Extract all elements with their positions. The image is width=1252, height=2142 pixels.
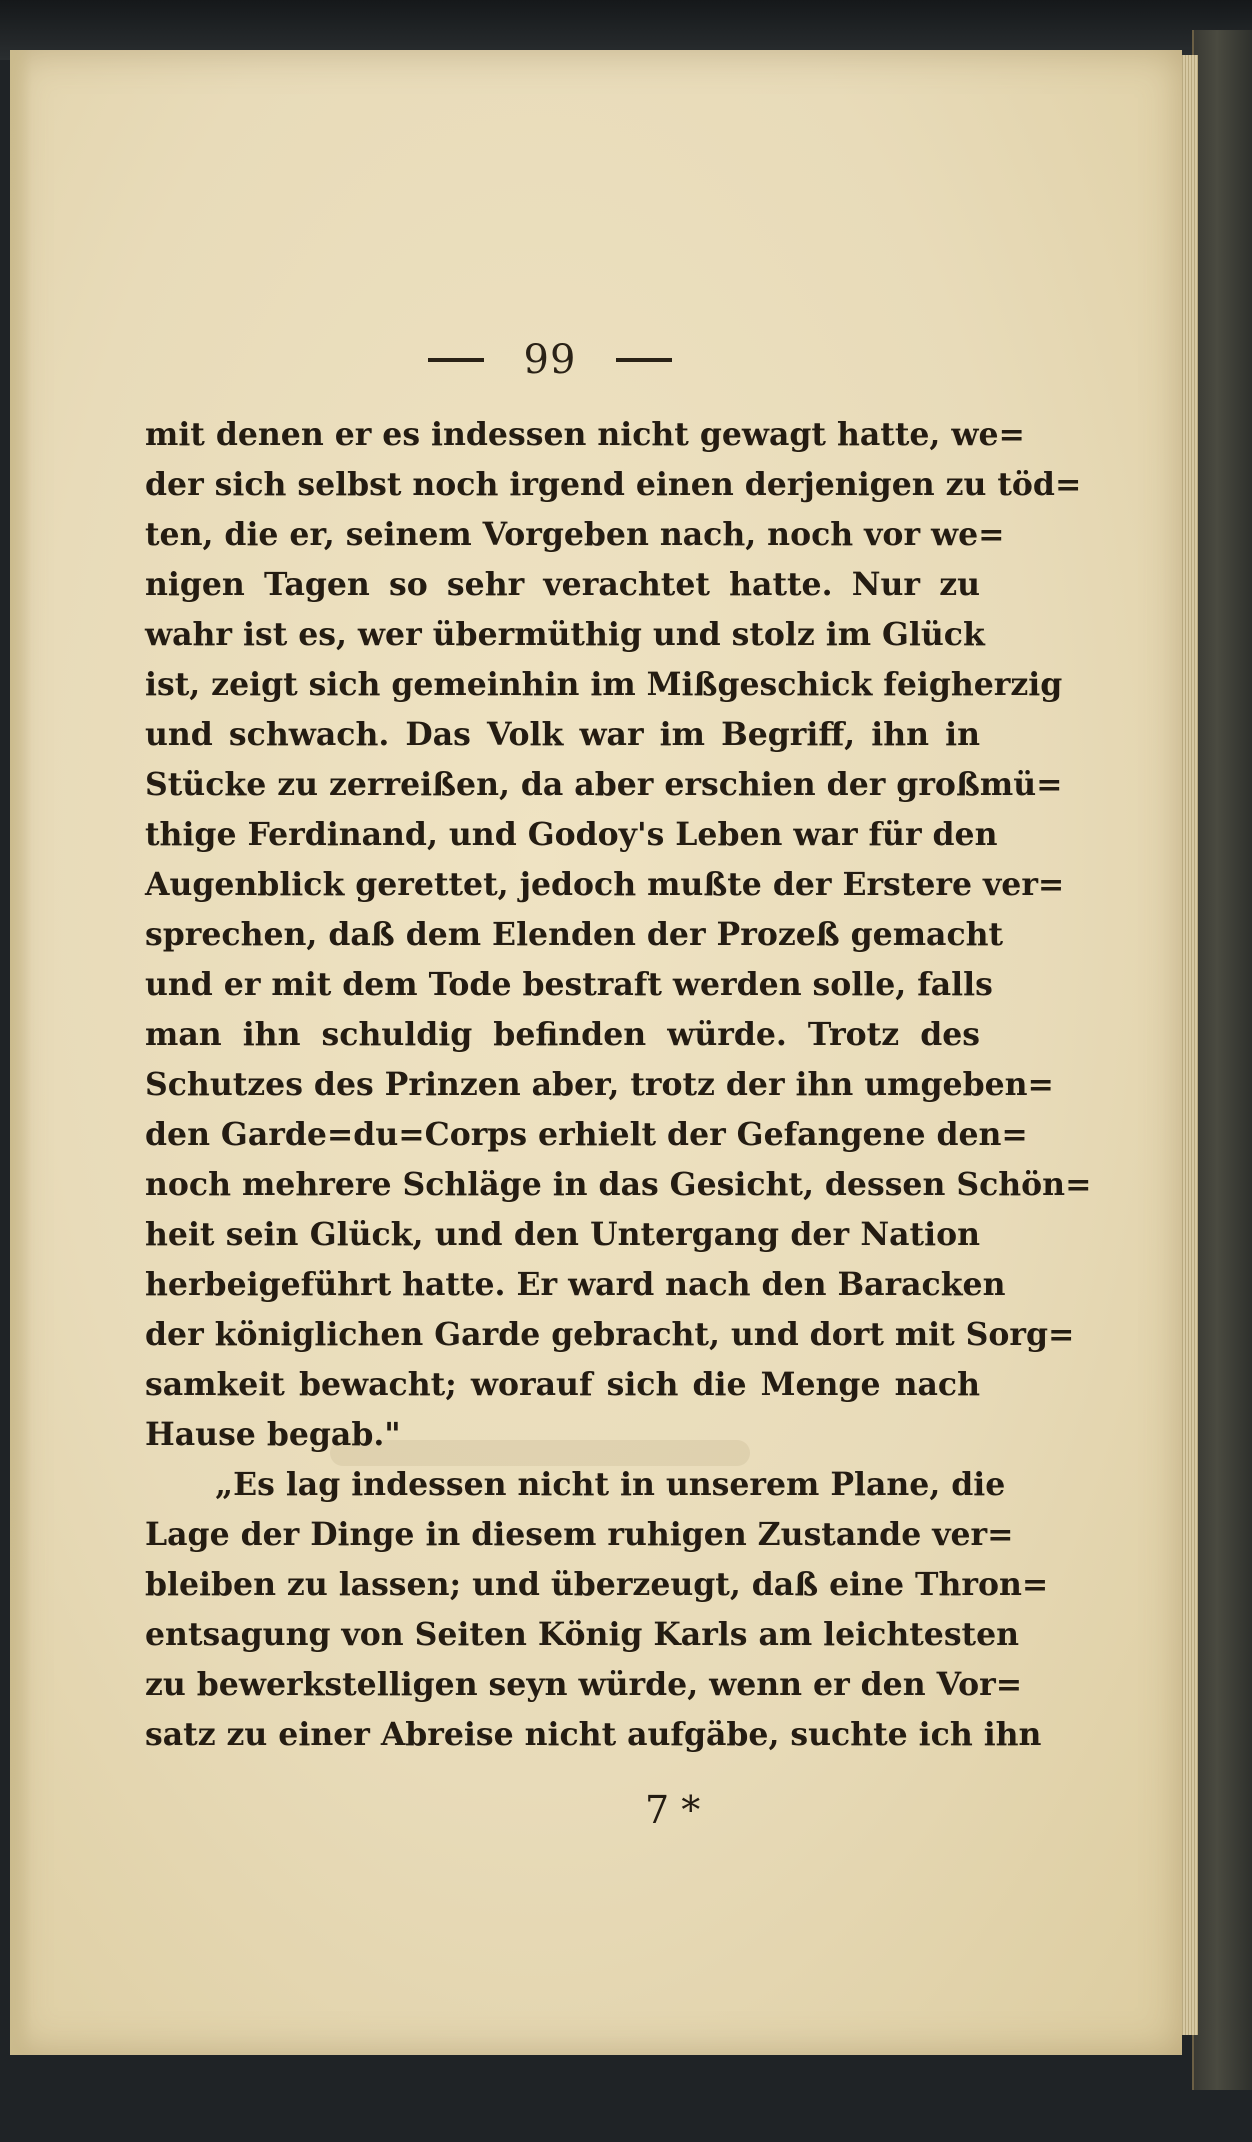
text-line: Lage der Dinge in diesem ruhigen Zustande ver= xyxy=(145,1516,1014,1553)
text-line: nigen Tagen so sehr verachtet hatte. Nur zu xyxy=(145,566,980,603)
text-line: man ihn schuldig befinden würde. Trotz des xyxy=(145,1016,980,1053)
text-line: sprechen, daß dem Elenden der Prozeß gemacht xyxy=(145,916,1004,953)
text-line: der sich selbst noch irgend einen derjenigen zu töd= xyxy=(145,466,1082,503)
header-dash-left xyxy=(428,358,484,362)
text-line: bleiben zu lassen; und überzeugt, daß eine Thron= xyxy=(145,1566,1049,1603)
page-number: 99 xyxy=(523,337,577,383)
text-line: herbeigeführt hatte. Er ward nach den Baracken xyxy=(145,1266,1006,1303)
text-line: der königlichen Garde gebracht, und dort mit Sorg= xyxy=(145,1316,1075,1353)
text-line: wahr ist es, wer übermüthig und stolz im Glück xyxy=(145,616,985,653)
text-line: „Es lag indessen nicht in unserem Plane, die xyxy=(215,1466,1006,1503)
book-cover-right xyxy=(1192,30,1252,2090)
text-line: ten, die er, seinem Vorgeben nach, noch vor we= xyxy=(145,516,1005,553)
text-line: Schutzes des Prinzen aber, trotz der ihn umgeben= xyxy=(145,1066,1054,1103)
text-line: noch mehrere Schläge in das Gesicht, dessen Schön= xyxy=(145,1166,1092,1203)
body-text xyxy=(145,410,1092,1760)
text-line: den Garde=du=Corps erhielt der Gefangene den= xyxy=(145,1116,1028,1153)
text-line: zu bewerkstelligen seyn würde, wenn er den Vor= xyxy=(145,1666,1023,1703)
text-line: entsagung von Seiten König Karls am leichtesten xyxy=(145,1616,1020,1653)
sheet-signature: 7 * xyxy=(645,1788,701,1832)
text-line: mit denen er es indessen nicht gewagt hatte, we= xyxy=(145,416,1025,453)
page-stack-edge xyxy=(1180,55,1198,2035)
book-page xyxy=(10,50,1182,2055)
text-line: thige Ferdinand, und Godoy's Leben war für den xyxy=(145,816,998,853)
text-line: und er mit dem Tode bestraft werden solle, falls xyxy=(145,966,993,1003)
page-header xyxy=(390,330,710,390)
text-line: satz zu einer Abreise nicht aufgäbe, suchte ich ihn xyxy=(145,1716,1042,1753)
page-gutter xyxy=(10,50,32,2055)
text-line: heit sein Glück, und den Untergang der Nation xyxy=(145,1216,980,1253)
text-line: Augenblick gerettet, jedoch mußte der Erstere ver= xyxy=(145,866,1065,903)
text-line: ist, zeigt sich gemeinhin im Mißgeschick feigherzig xyxy=(145,666,1063,703)
text-line: Stücke zu zerreißen, da aber erschien der großmü= xyxy=(145,766,1063,803)
header-dash-right xyxy=(616,358,672,362)
text-line: Hause begab." xyxy=(145,1416,401,1453)
text-line: und schwach. Das Volk war im Begriff, ihn in xyxy=(145,716,980,753)
text-line: samkeit bewacht; worauf sich die Menge nach xyxy=(145,1366,980,1403)
